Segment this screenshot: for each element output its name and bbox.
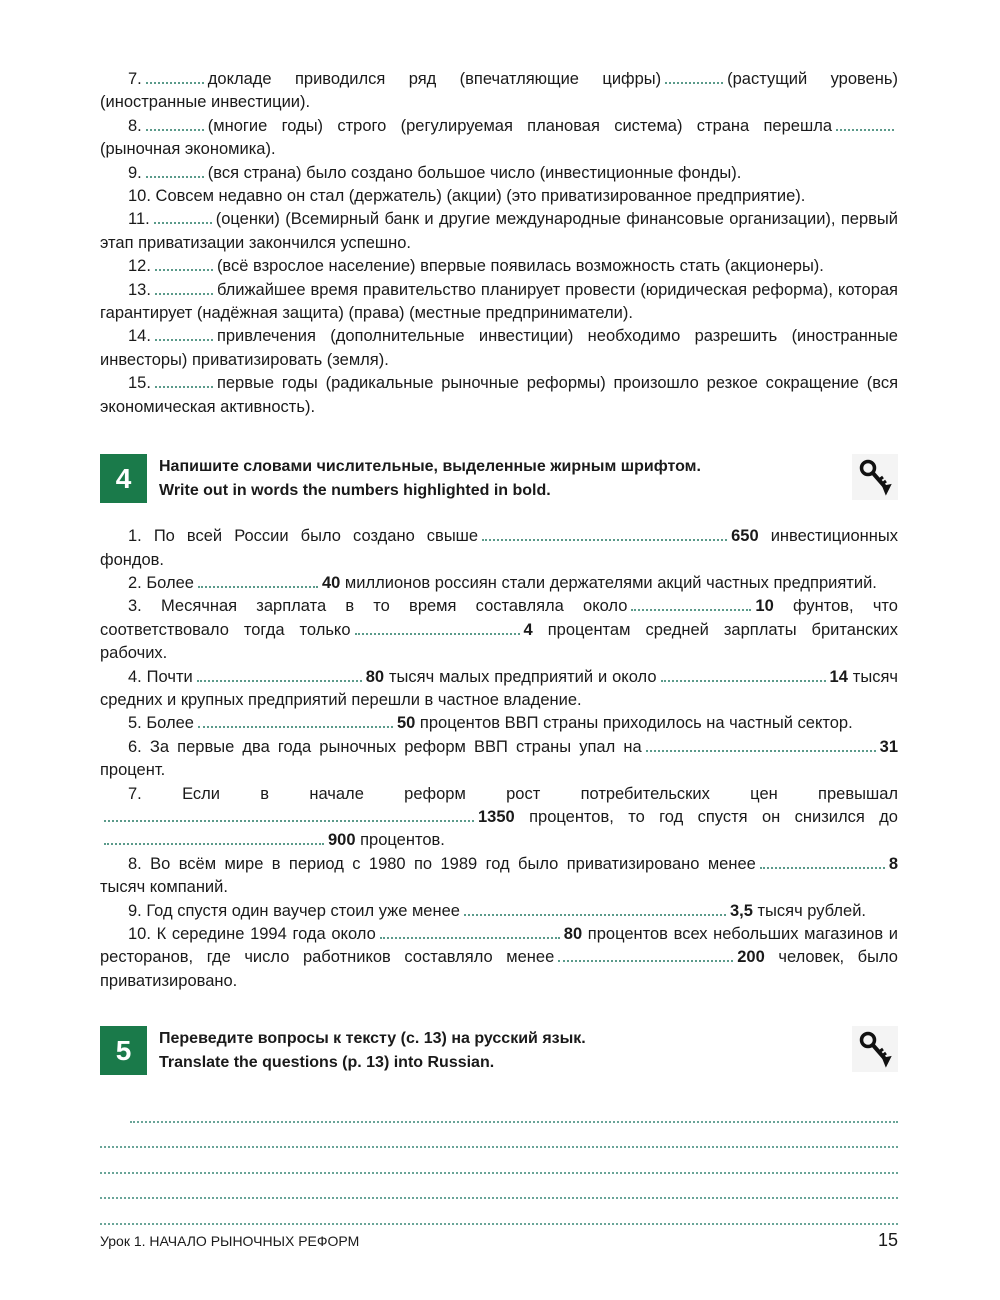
answer-blank[interactable] — [558, 959, 733, 962]
ex3-item-7: 7. докладе приводился ряд (впечатляющие цифры) (растущий уровень) (иностранные инвестиции). — [100, 70, 898, 112]
answer-blank[interactable] — [104, 842, 324, 845]
ex3-item-10: 10. Совсем недавно он стал (держатель) (акции) (это приватизированное предприятие). — [128, 187, 806, 206]
ex4-item-10: 10. К середине 1994 года около 80 процентов всех небольших магазинов и ресторанов, где число работников составляло менее 200 человек, было приватизировано. — [100, 925, 898, 990]
ex4-item-4: 4. Почти 80 тысяч малых предприятий и около 14 тысяч средних и крупных предприятий перешли в частное владение. — [100, 667, 898, 709]
key-icon[interactable] — [852, 454, 898, 500]
ex3-item-13: 13. ближайшее время правительство планирует провести (юридическая реформа), которая гарантирует (надёжная защита) (права) (местные предприниматели). — [100, 280, 898, 323]
answer-blank[interactable] — [464, 913, 726, 916]
ex3-item-12: 12. (всё взрослое население) впервые появилась возможность стать (акционеры). — [128, 257, 824, 276]
answer-blank[interactable] — [836, 128, 894, 131]
ex4-item-3: 3. Месячная зарплата в то время составляла около 10 фунтов, что соответствовало тогда только 4 процентам средней зарплаты британских рабочих. — [100, 597, 898, 663]
ex3-item-9: 9. (вся страна) было создано большое число (инвестиционные фонды). — [128, 163, 742, 182]
answer-line[interactable] — [100, 1199, 898, 1225]
answer-blank[interactable] — [482, 538, 727, 541]
answer-blank[interactable] — [154, 221, 212, 224]
ex4-item-1: 1. По всей России было создано свыше 650 инвестиционных фондов. — [100, 527, 898, 569]
ex4-item-5: 5. Более 50 процентов ВВП страны приходилось на частный сектор. — [128, 714, 853, 733]
instruction-ru: Переведите вопросы к тексту (с. 13) на русский язык. — [159, 1030, 586, 1048]
instruction-en: Write out in words the numbers highlighted in bold. — [159, 482, 551, 500]
answer-line[interactable] — [100, 1123, 898, 1149]
answer-blank[interactable] — [197, 679, 362, 682]
ex4-item-8: 8. Во всём мире в период с 1980 по 1989 год было приватизировано менее 8 тысяч компаний. — [100, 854, 898, 897]
answer-blank[interactable] — [198, 585, 318, 588]
instruction-en: Translate the questions (p. 13) into Russian. — [159, 1054, 495, 1072]
answer-blank[interactable] — [104, 819, 474, 822]
task-instructions — [159, 1027, 586, 1075]
ex3-item-11: 11. (оценки) (Всемирный банк и другие международные финансовые организации), первый этап приватизации закончился успешно. — [100, 210, 898, 252]
answer-blank[interactable] — [198, 725, 393, 728]
answer-lines — [100, 1097, 898, 1225]
ex4-item-2: 2. Более 40 миллионов россиян стали держателями акций частных предприятий. — [128, 573, 877, 592]
answer-line[interactable] — [100, 1174, 898, 1200]
answer-blank[interactable] — [155, 385, 213, 388]
answer-blank[interactable] — [155, 292, 213, 295]
answer-blank[interactable] — [661, 679, 826, 682]
ex4-item-9: 9. Год спустя один ваучер стоил уже менее 3,5 тысяч рублей. — [128, 901, 866, 920]
exercise-3-items — [100, 68, 898, 419]
ex3-item-8: 8. (многие годы) строго (регулируемая плановая система) страна перешла(рыночная экономика). — [100, 115, 898, 162]
answer-blank[interactable] — [760, 866, 885, 869]
answer-blank[interactable] — [146, 81, 204, 84]
answer-blank[interactable] — [665, 81, 723, 84]
answer-blank[interactable] — [155, 338, 213, 341]
task-instructions — [159, 455, 701, 503]
key-icon[interactable] — [852, 1026, 898, 1072]
answer-blank[interactable] — [355, 632, 520, 635]
answer-line[interactable] — [130, 1097, 898, 1123]
answer-blank[interactable] — [146, 128, 204, 131]
lesson-title: Урок 1. НАЧАЛО РЫНОЧНЫХ РЕФОРМ — [100, 1233, 360, 1249]
instruction-ru: Напишите словами числительные, выделенные жирным шрифтом. — [159, 458, 701, 476]
ex4-item-7: 7. Если в начале реформ рост потребительских цен превышал1350 процентов, то год спустя он снизился до900 процентов. — [100, 783, 898, 853]
ex4-item-6: 6. За первые два года рыночных реформ ВВП страны упал на 31 процент. — [100, 737, 898, 780]
ex3-item-14: 14. привлечения (дополнительные инвестиции) необходимо разрешить (иностранные инвесторы) приватизировать (земля). — [100, 327, 898, 369]
answer-blank[interactable] — [155, 268, 213, 271]
exercise-4-items — [100, 525, 898, 993]
task-4-header — [100, 454, 898, 503]
task-number-badge: 5 — [100, 1026, 147, 1075]
ex3-item-15: 15. первые годы (радикальные рыночные реформы) произошло резкое сокращение (вся экономическая активность). — [100, 374, 898, 416]
page-footer — [100, 1230, 898, 1251]
answer-blank[interactable] — [646, 749, 876, 752]
answer-blank[interactable] — [146, 175, 204, 178]
page-content — [100, 68, 898, 1225]
task-5-header — [100, 1026, 898, 1075]
page-number: 15 — [877, 1230, 898, 1250]
answer-blank[interactable] — [380, 936, 560, 939]
task-number-badge: 4 — [100, 454, 147, 503]
answer-blank[interactable] — [631, 608, 751, 611]
answer-line[interactable] — [100, 1148, 898, 1174]
